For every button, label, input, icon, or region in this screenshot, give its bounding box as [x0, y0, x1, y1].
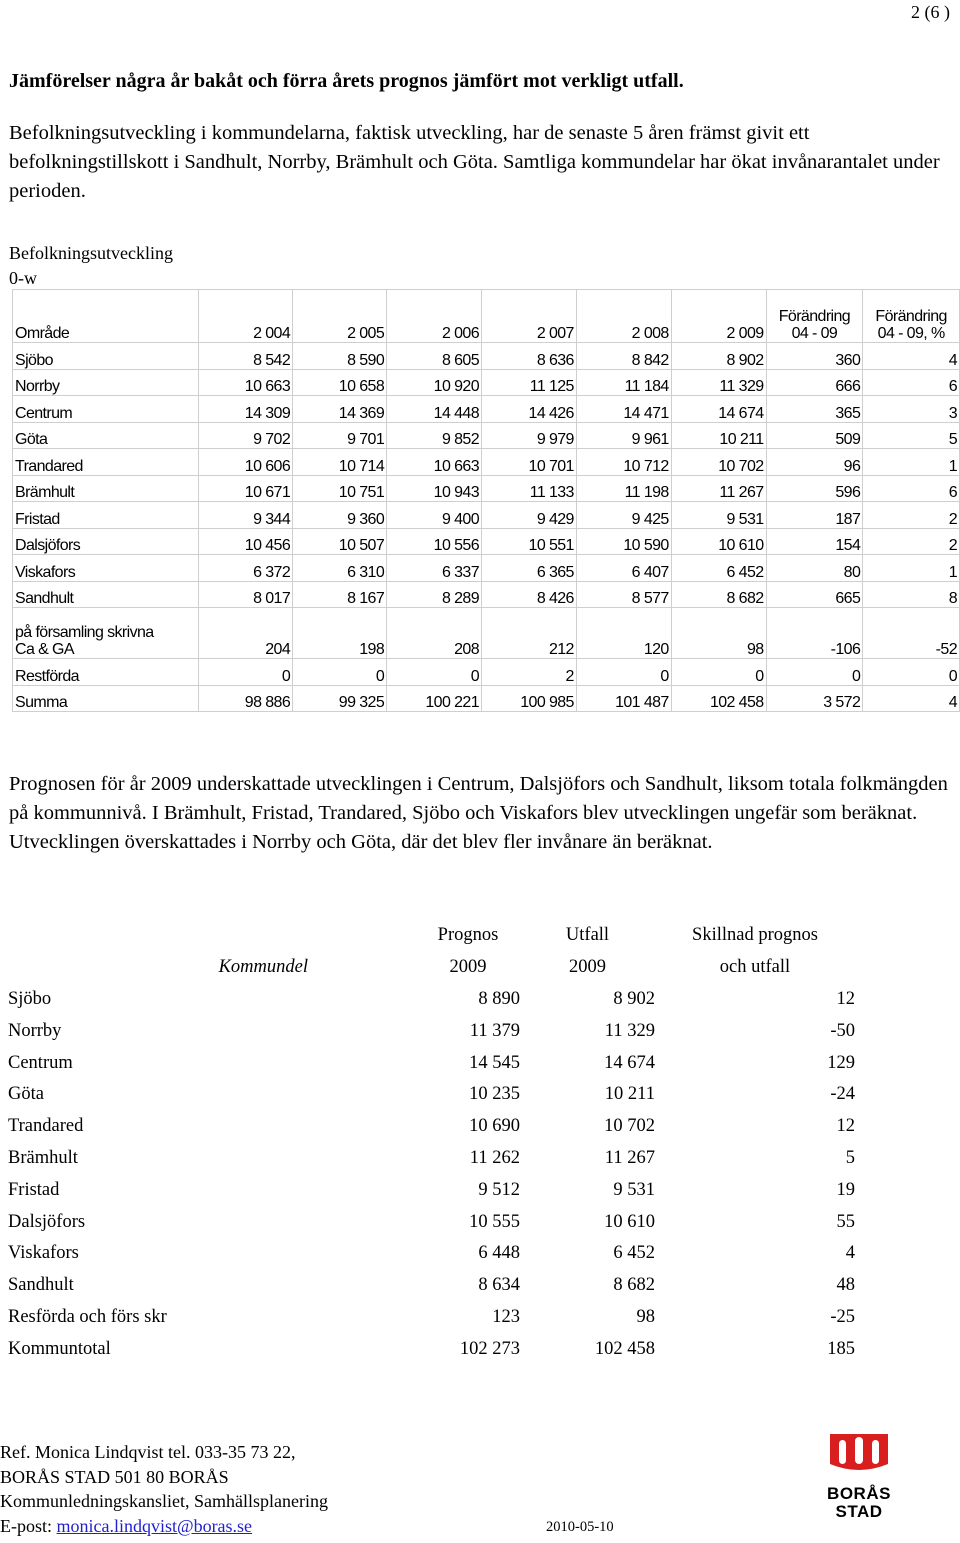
row-value: 9 360: [293, 502, 387, 529]
row-value: 10 751: [293, 475, 387, 502]
forecast-row-prognos: 8 890: [478, 988, 520, 1009]
row-value: 14 369: [293, 396, 387, 423]
row-value: 8 017: [199, 581, 293, 608]
forecast-header-year: 2009: [569, 957, 606, 978]
row-value: 102 458: [671, 685, 766, 712]
forecast-header-utfall: Utfall: [565, 925, 610, 946]
forecast-row-diff: 129: [827, 1052, 855, 1073]
row-value: 8 605: [387, 343, 482, 370]
table-row: [13, 422, 960, 449]
section-heading: Jämförelser några år bakåt och förra årets prognos jämfört mot verkligt utfall.: [9, 70, 684, 92]
header-year: 2 006: [387, 290, 482, 343]
forecast-row: [8, 1302, 855, 1334]
forecast-table: [8, 920, 855, 1365]
header-year: 2 007: [482, 290, 577, 343]
row-value: 11 329: [671, 369, 766, 396]
row-value: 8: [863, 581, 960, 608]
row-value: 8 426: [482, 581, 577, 608]
forecast-row: [8, 1238, 855, 1270]
row-value: 96: [766, 449, 863, 476]
row-value: 8 542: [199, 343, 293, 370]
forecast-row-prognos: 10 690: [469, 1116, 520, 1137]
forecast-row-prognos: 8 634: [478, 1275, 520, 1296]
row-value: 11 125: [482, 369, 577, 396]
row-value: 98 886: [199, 685, 293, 712]
row-value: 198: [293, 608, 387, 659]
header-change-line2: 04 - 09, %: [877, 325, 945, 342]
row-value: 10 943: [387, 475, 482, 502]
table-row: [13, 369, 960, 396]
row-value: 6 452: [671, 555, 766, 582]
row-value: 98: [671, 608, 766, 659]
row-value: 596: [766, 475, 863, 502]
row-area-name: Sjöbo: [13, 343, 199, 370]
header-change: [863, 290, 960, 343]
forecast-row-utfall: 98: [636, 1306, 655, 1327]
forecast-header-kommundel: Kommundel: [218, 957, 308, 978]
row-value: 14 309: [199, 396, 293, 423]
header-change: [766, 290, 863, 343]
row-value: 14 448: [387, 396, 482, 423]
forecast-row-name: Trandared: [8, 1116, 84, 1137]
row-value: 9 400: [387, 502, 482, 529]
forecast-row-diff: 55: [836, 1211, 855, 1232]
row-value: 10 606: [199, 449, 293, 476]
forecast-row-utfall: 8 902: [613, 988, 655, 1009]
forecast-row-prognos: 123: [492, 1306, 520, 1327]
forecast-row: [8, 984, 855, 1016]
row-value: 100 221: [387, 685, 482, 712]
row-value: 8 636: [482, 343, 577, 370]
row-area-name: Viskafors: [13, 555, 199, 582]
row-value: 1: [863, 449, 960, 476]
email-link[interactable]: monica.lindqvist@boras.se: [56, 1515, 253, 1536]
forecast-row-diff: 19: [836, 1179, 855, 1200]
forecast-row-utfall: 11 267: [604, 1147, 655, 1168]
row-area-name: [13, 608, 199, 659]
forecast-header-row: [8, 920, 855, 952]
row-value: 10 702: [671, 449, 766, 476]
row-value: 11 267: [671, 475, 766, 502]
forecast-header-row: [8, 952, 855, 984]
forecast-row: [8, 1111, 855, 1143]
forecast-row: [8, 1174, 855, 1206]
forecast-row-utfall: 10 211: [604, 1084, 655, 1105]
table-row: [13, 555, 960, 582]
table-caption: [9, 241, 173, 291]
row-value: 10 712: [576, 449, 671, 476]
table-header-row: [13, 290, 960, 343]
row-value: 10 556: [387, 528, 482, 555]
row-value: 509: [766, 422, 863, 449]
forecast-row-utfall: 9 531: [613, 1179, 655, 1200]
row-value: 11 184: [576, 369, 671, 396]
forecast-row-prognos: 11 379: [469, 1020, 520, 1041]
forecast-row-name: Norrby: [8, 1020, 62, 1041]
row-area-name: Sandhult: [13, 581, 199, 608]
population-table: [12, 289, 960, 712]
forecast-row: [8, 1333, 855, 1365]
row-value: 187: [766, 502, 863, 529]
row-value: 10 211: [671, 422, 766, 449]
header-year: 2 008: [576, 290, 671, 343]
row-value: 0: [576, 659, 671, 686]
row-value: 6: [863, 369, 960, 396]
row-value: 10 671: [199, 475, 293, 502]
forecast-header-prognos: Prognos: [437, 925, 499, 946]
forecast-row-prognos: 11 262: [469, 1147, 520, 1168]
row-value: 100 985: [482, 685, 577, 712]
footer-address: BORÅS STAD 501 80 BORÅS: [0, 1466, 229, 1487]
row-value: 11 133: [482, 475, 577, 502]
row-value: 8 590: [293, 343, 387, 370]
row-area-name: Fristad: [13, 502, 199, 529]
forecast-header-diff: Skillnad prognos: [692, 925, 818, 946]
forecast-row: [8, 1270, 855, 1302]
flame-emblem-icon: [826, 1430, 892, 1480]
row-value: 208: [387, 608, 482, 659]
row-value: 101 487: [576, 685, 671, 712]
forecast-row-utfall: 102 458: [594, 1338, 655, 1359]
intro-paragraph: Befolkningsutveckling i kommundelarna, faktisk utveckling, har de senaste 5 åren främst givit ett befolkningstillskott i Sandhult, Norrby, Brämhult och Göta. Samtliga kommundelar har ökat invånarantalet under perioden.: [9, 122, 940, 202]
row-value: -52: [863, 608, 960, 659]
row-value: 10 663: [199, 369, 293, 396]
forecast-row-utfall: 11 329: [604, 1020, 655, 1041]
forecast-row-prognos: 6 448: [478, 1243, 520, 1264]
forecast-row-prognos: 9 512: [478, 1179, 520, 1200]
row-value: 8 577: [576, 581, 671, 608]
row-value: 0: [671, 659, 766, 686]
header-year: 2 009: [671, 290, 766, 343]
row-value: 80: [766, 555, 863, 582]
row-value: 11 198: [576, 475, 671, 502]
row-area-name-line1: på församling skrivna: [15, 624, 154, 641]
header-change-line1: Förändring: [778, 308, 851, 325]
forecast-row-utfall: 8 682: [613, 1275, 655, 1296]
row-value: 10 610: [671, 528, 766, 555]
header-year: 2 004: [199, 290, 293, 343]
header-change-line2: 04 - 09: [791, 325, 838, 342]
row-value: 0: [766, 659, 863, 686]
row-value: 9 425: [576, 502, 671, 529]
table-row-parish: [13, 608, 960, 659]
forecast-row-prognos: 10 235: [469, 1084, 520, 1105]
row-value: 9 702: [199, 422, 293, 449]
row-value: 9 429: [482, 502, 577, 529]
row-value: 0: [293, 659, 387, 686]
forecast-row-name: Sjöbo: [8, 988, 52, 1009]
forecast-paragraph: Prognosen för år 2009 underskattade utvecklingen i Centrum, Dalsjöfors och Sandhult, liksom totala folkmängden på kommunnivå. I Brämhult, Fristad, Trandared, Sjöbo och Viskafors blev utvecklingen ungefär som beräknat. Utvecklingen överskattades i Norrby och Göta, där det blev fler invånare än beräknat.: [9, 773, 948, 853]
row-area-name: Norrby: [13, 369, 199, 396]
table-row: [13, 502, 960, 529]
row-value: 6 337: [387, 555, 482, 582]
table-row: [13, 343, 960, 370]
population-table-body: [13, 290, 960, 712]
row-value: 154: [766, 528, 863, 555]
row-value: 10 456: [199, 528, 293, 555]
forecast-row-utfall: 6 452: [613, 1243, 655, 1264]
forecast-row-utfall: 10 702: [604, 1116, 655, 1137]
forecast-row-diff: 48: [836, 1275, 855, 1296]
forecast-row-utfall: 14 674: [604, 1052, 655, 1073]
row-value: 4: [863, 685, 960, 712]
row-value: 10 507: [293, 528, 387, 555]
row-value: 666: [766, 369, 863, 396]
table-row: [13, 475, 960, 502]
forecast-row-prognos: 102 273: [459, 1338, 520, 1359]
table-row: [13, 449, 960, 476]
row-value: 10 714: [293, 449, 387, 476]
row-value: 6 365: [482, 555, 577, 582]
row-value: 0: [387, 659, 482, 686]
row-value: 9 701: [293, 422, 387, 449]
row-value: 10 701: [482, 449, 577, 476]
forecast-row-diff: 5: [845, 1147, 855, 1168]
forecast-row-diff: -50: [830, 1020, 855, 1041]
table-row: [13, 659, 960, 686]
row-value: 6: [863, 475, 960, 502]
row-value: 10 663: [387, 449, 482, 476]
logo-word-boras: BORÅS: [827, 1484, 891, 1503]
row-value: 6 310: [293, 555, 387, 582]
row-value: 5: [863, 422, 960, 449]
row-area-name: Summa: [13, 685, 199, 712]
forecast-table-body: [8, 920, 855, 1365]
row-value: 360: [766, 343, 863, 370]
row-value: 14 674: [671, 396, 766, 423]
footer-ref: Ref. Monica Lindqvist tel. 033-35 73 22,: [0, 1442, 296, 1462]
table-row: [13, 396, 960, 423]
row-value: 665: [766, 581, 863, 608]
row-value: 9 852: [387, 422, 482, 449]
row-area-name: Göta: [13, 422, 199, 449]
boras-stad-logo: [826, 1430, 892, 1521]
forecast-row-name: Dalsjöfors: [8, 1211, 86, 1232]
forecast-row-diff: -25: [830, 1306, 855, 1327]
row-value: 8 682: [671, 581, 766, 608]
logo-word-stad: STAD: [835, 1502, 883, 1521]
row-value: 10 551: [482, 528, 577, 555]
header-year: 2 005: [293, 290, 387, 343]
row-value: 10 590: [576, 528, 671, 555]
footer: [0, 1440, 328, 1538]
document-date: 2010-05-10: [546, 1519, 614, 1535]
forecast-row-name: Resförda och förs skr: [8, 1306, 167, 1327]
row-value: 6 372: [199, 555, 293, 582]
row-value: 1: [863, 555, 960, 582]
row-value: 8 902: [671, 343, 766, 370]
forecast-row: [8, 1047, 855, 1079]
row-value: 2: [482, 659, 577, 686]
row-value: 10 920: [387, 369, 482, 396]
forecast-row-diff: 4: [845, 1243, 855, 1264]
table-row: [13, 581, 960, 608]
row-value: 4: [863, 343, 960, 370]
email-label: E-post:: [0, 1515, 57, 1536]
forecast-row-name: Sandhult: [8, 1275, 74, 1296]
row-value: 0: [199, 659, 293, 686]
table-caption-subtitle: 0-w: [9, 268, 37, 288]
header-area: Område: [13, 290, 199, 343]
row-value: 8 289: [387, 581, 482, 608]
forecast-row-diff: -24: [830, 1084, 855, 1105]
row-value: 14 471: [576, 396, 671, 423]
row-value: 3 572: [766, 685, 863, 712]
row-value: 9 979: [482, 422, 577, 449]
row-value: 10 658: [293, 369, 387, 396]
forecast-row-name: Brämhult: [8, 1147, 78, 1168]
forecast-row-diff: 12: [836, 988, 855, 1009]
row-area-name: Brämhult: [13, 475, 199, 502]
row-value: 9 531: [671, 502, 766, 529]
forecast-row-name: Fristad: [8, 1179, 60, 1200]
forecast-row-name: Viskafors: [8, 1243, 79, 1264]
row-value: 6 407: [576, 555, 671, 582]
forecast-row-name: Kommuntotal: [8, 1338, 111, 1359]
row-value: 2: [863, 502, 960, 529]
row-value: 99 325: [293, 685, 387, 712]
page-number: 2 (6 ): [911, 2, 950, 22]
footer-email-line: [0, 1514, 328, 1539]
forecast-row-name: Centrum: [8, 1052, 73, 1073]
row-value: 9 344: [199, 502, 293, 529]
row-value: 2: [863, 528, 960, 555]
table-caption-title: Befolkningsutveckling: [9, 243, 173, 263]
row-value: 212: [482, 608, 577, 659]
row-value: 8 842: [576, 343, 671, 370]
forecast-header-diff-sub: och utfall: [719, 957, 791, 978]
forecast-row-diff: 12: [836, 1116, 855, 1137]
forecast-row: [8, 1143, 855, 1175]
footer-department: Kommunledningskansliet, Samhällsplanering: [0, 1491, 328, 1511]
header-change-line1: Förändring: [875, 308, 947, 325]
forecast-header-year: 2009: [449, 957, 487, 978]
row-value: 3: [863, 396, 960, 423]
forecast-row: [8, 1206, 855, 1238]
forecast-row-prognos: 10 555: [469, 1211, 520, 1232]
row-area-name: Trandared: [13, 449, 199, 476]
row-value: 0: [863, 659, 960, 686]
row-value: 8 167: [293, 581, 387, 608]
row-value: 14 426: [482, 396, 577, 423]
row-value: -106: [766, 608, 863, 659]
table-row: [13, 528, 960, 555]
table-row: [13, 685, 960, 712]
row-value: 9 961: [576, 422, 671, 449]
row-value: 365: [766, 396, 863, 423]
row-area-name-line2: Ca & GA: [15, 641, 74, 658]
forecast-row-diff: 185: [827, 1338, 855, 1359]
row-area-name: Centrum: [13, 396, 199, 423]
row-area-name: Restförda: [13, 659, 199, 686]
row-value: 120: [576, 608, 671, 659]
row-area-name: Dalsjöfors: [13, 528, 199, 555]
forecast-row: [8, 1015, 855, 1047]
forecast-header-blank: [8, 920, 416, 952]
forecast-row-prognos: 14 545: [469, 1052, 520, 1073]
row-value: 204: [199, 608, 293, 659]
forecast-row-utfall: 10 610: [604, 1211, 655, 1232]
forecast-row: [8, 1079, 855, 1111]
forecast-row-name: Göta: [8, 1084, 44, 1105]
